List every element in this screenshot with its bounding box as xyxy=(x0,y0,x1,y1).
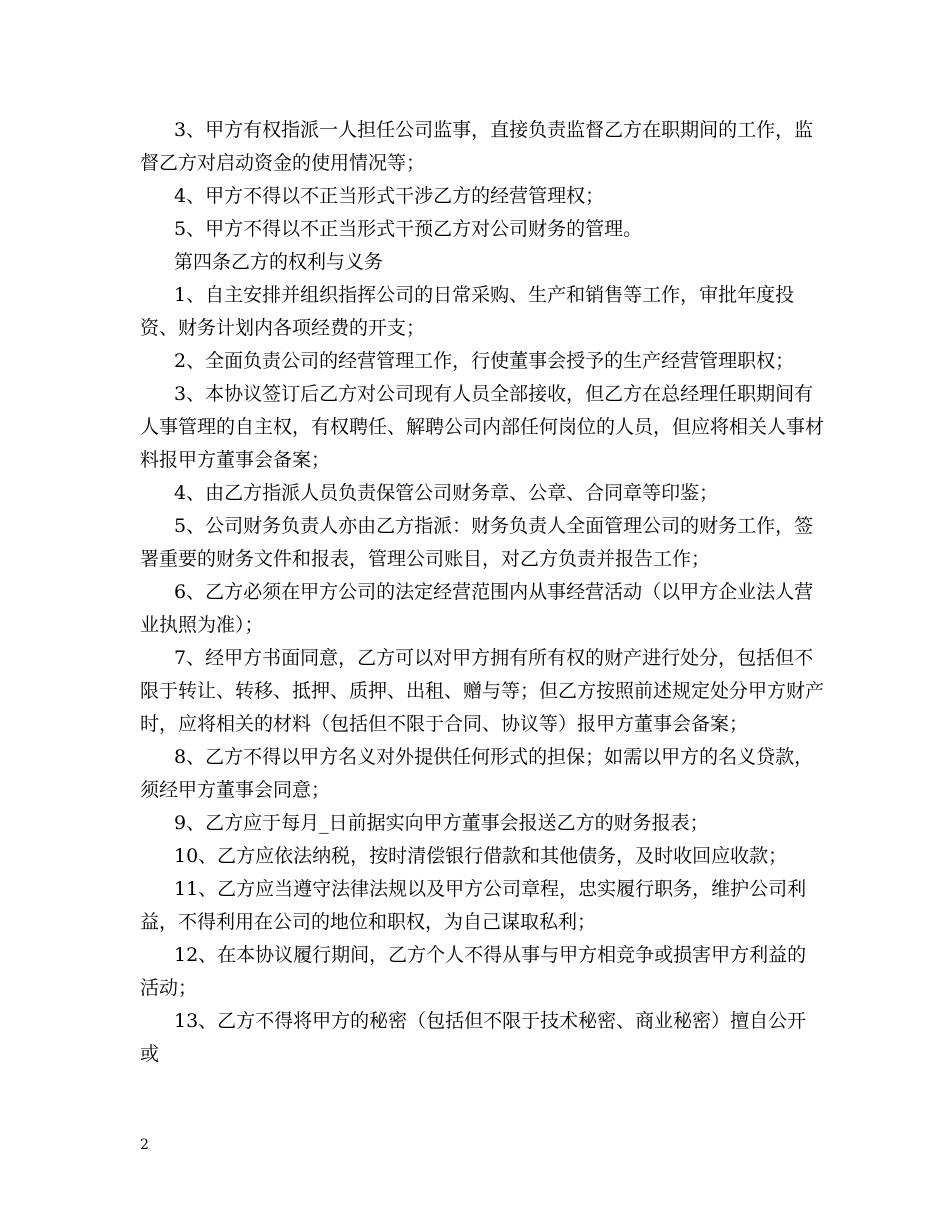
paragraph-item-10: 10、乙方应依法纳税，按时清偿银行借款和其他债务，及时收回应收款； xyxy=(174,845,788,867)
page-number: 2 xyxy=(140,1137,149,1153)
paragraph-item-3: 3、本协议签订后乙方对公司现有人员全部接收，但乙方在总经理任职期间有人事管理的自主权，有权聘任、解聘公司内部任何岗位的人员，但应将相关人事材料报甲方董事会备案； xyxy=(140,383,825,471)
paragraph-item-1: 1、自主安排并组织指挥公司的日常采购、生产和销售等工作，审批年度投资、财务计划内各项经费的开支； xyxy=(140,284,795,339)
paragraph-clause-5-finance: 5、甲方不得以不正当形式干预乙方对公司财务的管理。 xyxy=(174,218,643,240)
paragraph-item-11: 11、乙方应当遵守法律法规以及甲方公司章程，忠实履行职务，维护公司利益，不得利用在公司的地位和职权，为自己谋取私利； xyxy=(140,878,807,933)
section-heading-article-4: 第四条乙方的权利与义务 xyxy=(174,251,384,273)
paragraph-item-7: 7、经甲方书面同意，乙方可以对甲方拥有所有权的财产进行处分，包括但不限于转让、转移、抵押、质押、出租、赠与等；但乙方按照前述规定处分甲方财产时，应将相关的材料（包括但不限于合同、协议等）报甲方董事会备案； xyxy=(140,647,825,735)
paragraph-item-12: 12、在本协议履行期间，乙方个人不得从事与甲方相竞争或损害甲方利益的活动； xyxy=(140,944,807,999)
paragraph-item-9: 9、乙方应于每月_日前据实向甲方董事会报送乙方的财务报表； xyxy=(174,812,709,834)
paragraph-item-6: 6、乙方必须在甲方公司的法定经营范围内从事经营活动（以甲方企业法人营业执照为准）； xyxy=(140,581,814,636)
paragraph-item-8: 8、乙方不得以甲方名义对外提供任何形式的担保；如需以甲方的名义贷款，须经甲方董事会同意； xyxy=(140,746,814,801)
paragraph-clause-4-no-interference: 4、甲方不得以不正当形式干涉乙方的经营管理权； xyxy=(174,185,605,207)
paragraph-item-13: 13、乙方不得将甲方的秘密（包括但不限于技术秘密、商业秘密）擅自公开或 xyxy=(140,1010,807,1065)
document-body xyxy=(140,114,824,1071)
paragraph-item-5: 5、公司财务负责人亦由乙方指派：财务负责人全面管理公司的财务工作，签署重要的财务文件和报表，管理公司账目，对乙方负责并报告工作； xyxy=(140,515,814,570)
paragraph-clause-3-supervisor: 3、甲方有权指派一人担任公司监事，直接负责监督乙方在职期间的工作，监督乙方对启动资金的使用情况等； xyxy=(140,119,814,174)
paragraph-item-2: 2、全面负责公司的经营管理工作，行使董事会授予的生产经营管理职权； xyxy=(174,350,795,372)
paragraph-item-4: 4、由乙方指派人员负责保管公司财务章、公章、合同章等印鉴； xyxy=(174,482,719,504)
